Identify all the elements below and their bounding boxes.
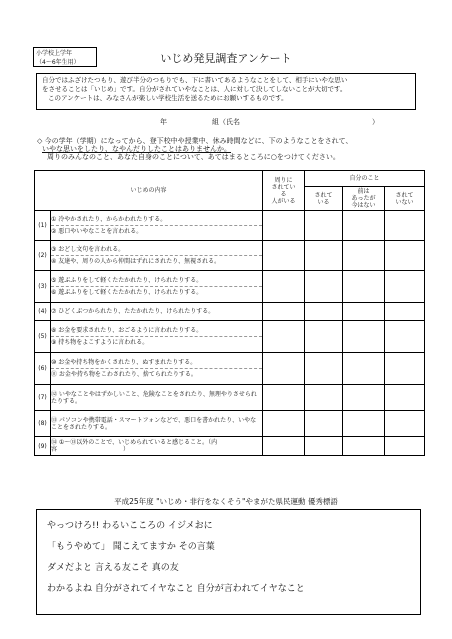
answer-cell-others[interactable] xyxy=(263,437,305,456)
answer-cell-self-no[interactable] xyxy=(385,271,425,303)
answer-cell-self-yes[interactable] xyxy=(305,437,343,456)
intro-line-3: このアンケートは、みなさんが楽しい学校生活を送るためにお願いするものです。 xyxy=(48,94,288,102)
answer-cell-self-yes[interactable] xyxy=(305,321,343,353)
answer-cell-self-yes[interactable] xyxy=(305,271,343,303)
bullying-item: ④ 友達や、周りの人から仲間はずれにされたり、無視される。 xyxy=(51,255,262,267)
row-number: (5) xyxy=(35,321,51,353)
motto-line-1: やっつけろ!! わるいこころの イジメおに xyxy=(47,521,213,531)
answer-cell-self-yes[interactable] xyxy=(305,385,343,411)
table-row xyxy=(35,321,425,353)
bullying-item: ⑭ ①～⑬以外のことで、いじめられていると感じること。（内容 ） xyxy=(51,439,218,453)
answer-cell-self-yes[interactable] xyxy=(305,411,343,437)
bullying-item: ⑤ 遊ぶふりをして軽くたたかれたり、けられたりする。 xyxy=(51,277,203,284)
question-line-2: いやな思いをしたり、なやんだりしたことはありませんか。 xyxy=(42,145,231,153)
answer-cell-self-yes[interactable] xyxy=(305,211,343,241)
name-class-label: 組（氏名 xyxy=(212,118,240,126)
row-number: (7) xyxy=(35,385,51,411)
page-title: いじめ発見調査アンケート xyxy=(160,52,292,65)
row-items xyxy=(51,303,263,321)
motto-title: 平成25年度 "いじめ・非行をなくそう"やまがた県民運動 優秀標語 xyxy=(114,497,338,506)
col-header-others: 周りに されてい る 人がいる xyxy=(263,171,305,211)
row-items xyxy=(51,385,263,411)
table-row xyxy=(35,385,425,411)
answer-cell-others[interactable] xyxy=(263,211,305,241)
row-items xyxy=(51,321,263,353)
answer-cell-self-past[interactable] xyxy=(343,211,385,241)
answer-cell-others[interactable] xyxy=(263,411,305,437)
answer-cell-self-no[interactable] xyxy=(385,211,425,241)
motto-line-4: わかるよね 自分がされてイヤなこと 自分が言われてイヤなこと xyxy=(47,584,305,594)
bullying-item: ⑥ 遊ぶふりをして軽くたたかれたり、けられたりする。 xyxy=(51,286,262,298)
bullying-item: ⑨ 持ち物をよこすように言われる。 xyxy=(51,336,262,348)
bullying-item: ② 悪口やいやなことを言われる。 xyxy=(51,225,262,237)
col-header-self-past: 前は あったが 今はない xyxy=(343,187,385,211)
grade-line-1: 小学校上学年 xyxy=(36,50,73,57)
answer-cell-self-no[interactable] xyxy=(385,321,425,353)
answer-cell-self-no[interactable] xyxy=(385,385,425,411)
answer-cell-self-past[interactable] xyxy=(343,241,385,271)
bullying-item: ⑬ パソコンや携帯電話・スマートフォンなどで、悪口を書かれたり、いやなことをされたりする。 xyxy=(51,416,257,431)
row-number: (8) xyxy=(35,411,51,437)
motto-line-2: 「もうやめて」 聞こえてますか その言葉 xyxy=(47,542,215,552)
row-number: (6) xyxy=(35,353,51,385)
answer-cell-others[interactable] xyxy=(263,271,305,303)
row-items xyxy=(51,271,263,303)
survey-table xyxy=(34,170,425,456)
answer-cell-others[interactable] xyxy=(263,321,305,353)
answer-cell-others[interactable] xyxy=(263,385,305,411)
bullying-item: ⑪ お金や持ち物をこわされたり、捨てられたりする。 xyxy=(51,368,262,380)
answer-cell-self-no[interactable] xyxy=(385,353,425,385)
bullying-item: ⑦ ひどくぶつかられたり、たたかれたり、けられたりする。 xyxy=(51,308,215,315)
answer-cell-self-past[interactable] xyxy=(343,385,385,411)
answer-cell-others[interactable] xyxy=(263,241,305,271)
answer-cell-self-no[interactable] xyxy=(385,411,425,437)
answer-cell-others[interactable] xyxy=(263,353,305,385)
question-line-3: 周りのみんなのこと、あなた自身のことについて、あてはまるところに○をつけてください。 xyxy=(47,153,340,161)
answer-cell-self-yes[interactable] xyxy=(305,353,343,385)
row-items xyxy=(51,241,263,271)
intro-line-1: 自分ではふざけたつもり、遊び半分のつもりでも、下に書いてあるようなことをして、相手にいやな思い xyxy=(42,76,348,84)
name-close-paren: ） xyxy=(372,118,379,126)
bullying-item: ⑧ お金を要求されたり、おごるように言われたりする。 xyxy=(51,327,203,334)
grade-line-2: （4～6年生用） xyxy=(36,59,80,66)
col-header-self-yes: されて いる xyxy=(305,187,343,211)
bullying-item: ⑫ いやなことやはずかしいこと、危険なことをされたり、無理やりさせられたりする。 xyxy=(51,390,257,405)
question-text xyxy=(37,137,432,161)
row-items xyxy=(51,437,263,456)
row-number: (1) xyxy=(35,211,51,241)
row-items xyxy=(51,211,263,241)
answer-cell-self-past[interactable] xyxy=(343,353,385,385)
bullying-item: ③ おどし文句を言われる。 xyxy=(51,246,125,253)
table-row xyxy=(35,411,425,437)
answer-cell-self-no[interactable] xyxy=(385,303,425,321)
answer-cell-self-past[interactable] xyxy=(343,437,385,456)
row-items xyxy=(51,411,263,437)
motto-box xyxy=(36,509,421,615)
name-year-label: 年 xyxy=(160,118,167,126)
col-header-self-no: されて いない xyxy=(385,187,425,211)
table-row xyxy=(35,353,425,385)
row-number: (3) xyxy=(35,271,51,303)
answer-cell-self-no[interactable] xyxy=(385,437,425,456)
bullying-item: ① 冷やかされたり、からかわれたりする。 xyxy=(51,216,167,223)
intro-line-2: をさせることは「いじめ」です。自分がされていやなことは、人に対して決してしないことが大切です。 xyxy=(42,85,347,93)
row-number: (4) xyxy=(35,303,51,321)
bullying-item: ⑩ お金や持ち物をかくされたり、ぬすまれたりする。 xyxy=(51,359,197,366)
col-header-self-group: 自分のこと xyxy=(305,171,425,187)
row-number: (9) xyxy=(35,437,51,456)
table-row xyxy=(35,271,425,303)
col-header-content: いじめの内容 xyxy=(35,171,263,211)
table-row xyxy=(35,437,425,456)
table-row xyxy=(35,211,425,241)
answer-cell-self-yes[interactable] xyxy=(305,241,343,271)
answer-cell-others[interactable] xyxy=(263,303,305,321)
answer-cell-self-yes[interactable] xyxy=(305,303,343,321)
answer-cell-self-no[interactable] xyxy=(385,241,425,271)
answer-cell-self-past[interactable] xyxy=(343,271,385,303)
row-items xyxy=(51,353,263,385)
table-row xyxy=(35,303,425,321)
motto-line-3: ダメだよと 言える友こそ 真の友 xyxy=(47,563,179,573)
answer-cell-self-past[interactable] xyxy=(343,411,385,437)
intro-box xyxy=(36,73,416,110)
answer-cell-self-past[interactable] xyxy=(343,303,385,321)
question-line-1: ◇ 今の学年（学期）になってから、登下校中や授業中、休み時間などに、下のようなことをされて、 xyxy=(37,137,353,145)
answer-cell-self-past[interactable] xyxy=(343,321,385,353)
table-row xyxy=(35,241,425,271)
row-number: (2) xyxy=(35,241,51,271)
